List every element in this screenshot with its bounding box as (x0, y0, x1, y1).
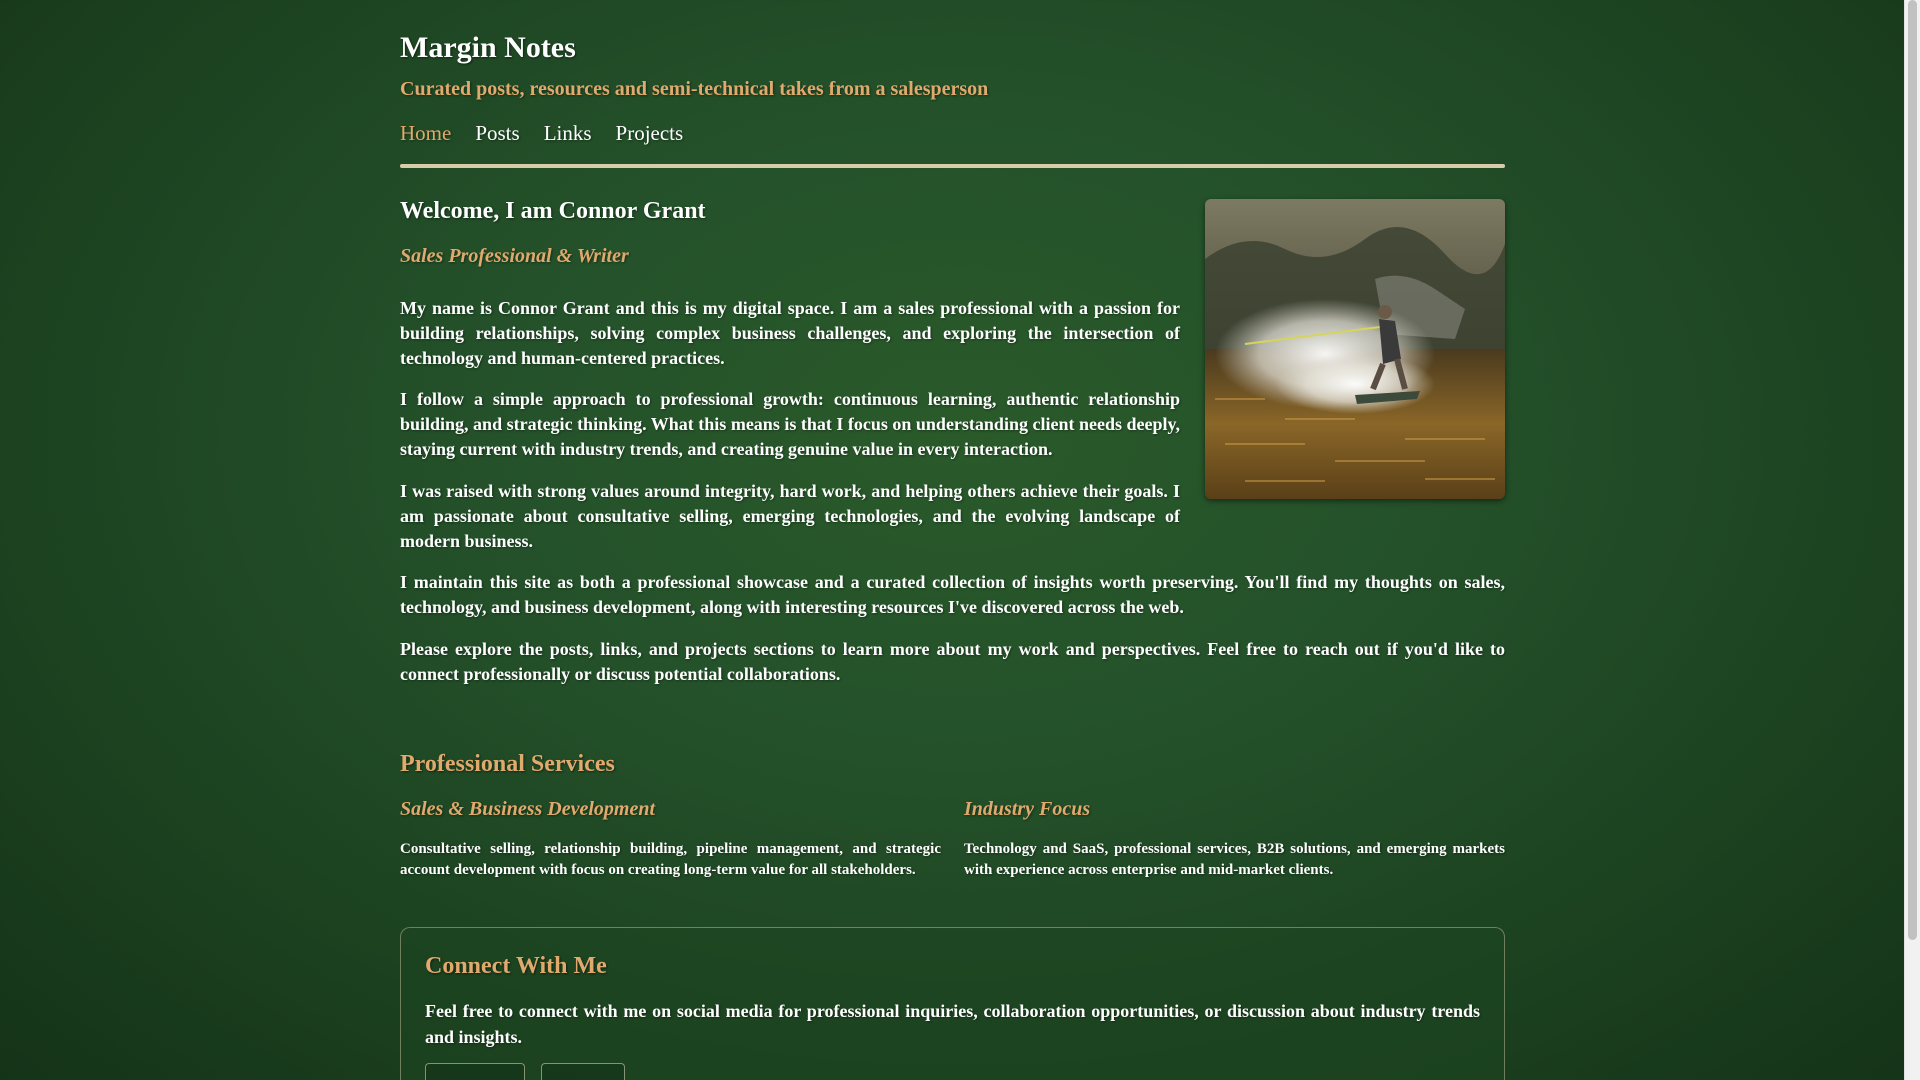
social-button-primary[interactable] (425, 1063, 525, 1080)
social-buttons (425, 1063, 625, 1080)
nav-posts[interactable]: Posts (475, 121, 520, 145)
welcome-subtitle: Sales Professional & Writer (400, 245, 629, 267)
site-title[interactable]: Margin Notes (400, 31, 576, 64)
service-heading: Sales & Business Development (400, 798, 656, 820)
service-heading: Industry Focus (964, 798, 1091, 820)
services-heading: Professional Services (400, 751, 615, 777)
connect-section (400, 927, 1505, 1080)
connect-description: Feel free to connect with me on social media for professional inquiries, collaboration opportunities, or discussion about industry trends and insights. (425, 1001, 1480, 1047)
service-card-sales (400, 798, 941, 881)
about-paragraph-4: I maintain this site as both a professional showcase and a curated collection of insights worth preserving. You'll find my thoughts on sales, technology, and business development, along with interesting resources I've discovered across the web. (400, 572, 1505, 617)
about-paragraph-2: I follow a simple approach to professional growth: continuous learning, authentic relationship building, and strategic thinking. What this means is that I focus on understanding client needs deeply, staying current with industry trends, and creating genuine value in every interaction. (400, 389, 1180, 459)
profile-photo (1205, 199, 1505, 499)
wakeboarder-photo-icon (1205, 199, 1505, 499)
about-paragraph-5: Please explore the posts, links, and projects sections to learn more about my work and perspectives. Feel free to reach out if you'd like to connect professionally or discuss potential collaborations. (400, 639, 1505, 684)
nav-projects[interactable]: Projects (615, 121, 684, 145)
connect-heading: Connect With Me (425, 953, 607, 979)
about-paragraph-1: My name is Connor Grant and this is my digital space. I am a sales professional with a passion for building relationships, solving complex business challenges, and exploring the intersection of technology and human-centered practices. (400, 298, 1180, 368)
site-tagline: Curated posts, resources and semi-technical takes from a salesperson (400, 78, 989, 100)
nav-divider (400, 164, 1505, 168)
service-description: Technology and SaaS, professional services, B2B solutions, and emerging markets with experience across enterprise and mid-market clients. (964, 841, 1505, 878)
service-card-industry (964, 798, 1505, 881)
page-scrollbar[interactable] (1904, 0, 1920, 1080)
welcome-heading: Welcome, I am Connor Grant (400, 198, 706, 224)
about-paragraph-3: I was raised with strong values around integrity, hard work, and helping others achieve their goals. I am passionate about consultative selling, emerging technologies, and the evolving landscape of modern business. (400, 481, 1180, 551)
social-button-secondary[interactable] (541, 1063, 625, 1080)
service-description: Consultative selling, relationship building, pipeline management, and strategic account development with focus on creating long-term value for all stakeholders. (400, 841, 941, 878)
nav-links[interactable]: Links (543, 121, 592, 145)
scrollbar-thumb[interactable] (1908, 0, 1917, 940)
main-nav (400, 121, 683, 146)
nav-home[interactable]: Home (400, 121, 452, 145)
